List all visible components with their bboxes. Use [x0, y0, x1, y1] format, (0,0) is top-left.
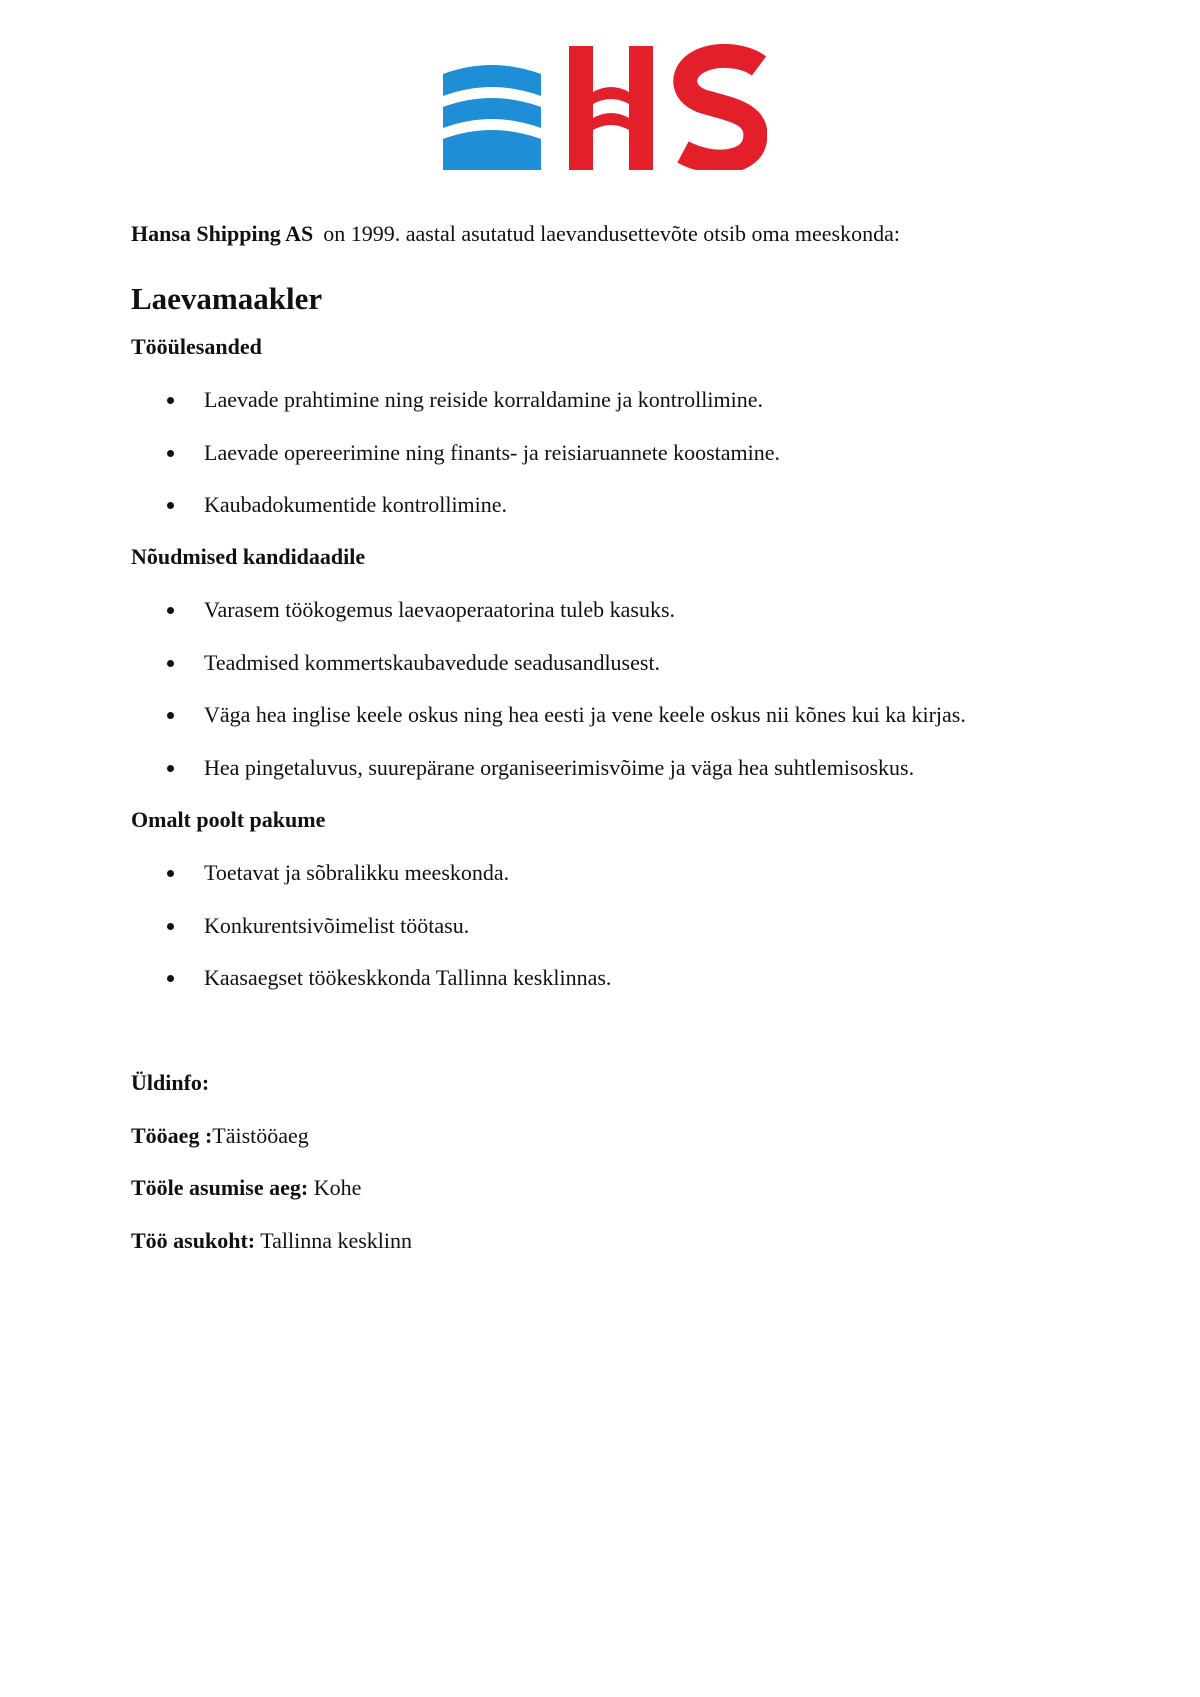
list-item: Hea pingetaluvus, suurepärane organiseerimisvõime ja väga hea suhtlemisoskus. — [131, 754, 966, 807]
bullet-icon — [167, 607, 174, 614]
section-heading-requirements: Nõudmised kandidaadile — [131, 544, 366, 569]
list-item: Varasem töökogemus laevaoperaatorina tuleb kasuks. — [131, 596, 966, 649]
bullet-icon — [167, 765, 174, 772]
list-item: Laevade prahtimine ning reiside korraldamine ja kontrollimine. — [131, 386, 780, 439]
info-label: Tööaeg : — [131, 1123, 213, 1148]
info-row-start-date — [131, 1174, 361, 1202]
list-item: Kaubadokumentide kontrollimine. — [131, 491, 780, 544]
general-info-heading: Üldinfo: — [131, 1070, 210, 1095]
tasks-list — [131, 386, 780, 544]
intro-text: on 1999. aastal asutatud laevandusettevõte otsib oma meeskonda: — [323, 221, 900, 246]
company-name: Hansa Shipping AS — [131, 221, 314, 246]
bullet-icon — [167, 712, 174, 719]
list-item: Toetavat ja sõbralikku meeskonda. — [131, 859, 611, 912]
list-item: Teadmised kommertskaubavedude seadusandlusest. — [131, 649, 966, 702]
info-label: Tööle asumise aeg: — [131, 1175, 309, 1200]
requirements-list — [131, 596, 966, 806]
list-item: Konkurentsivõimelist töötasu. — [131, 912, 611, 965]
bullet-icon — [167, 397, 174, 404]
list-item: Laevade opereerimine ning finants- ja reisiaruannete koostamine. — [131, 439, 780, 492]
bullet-icon — [167, 870, 174, 877]
info-row-location — [131, 1227, 412, 1255]
list-item: Kaasaegset töökeskkonda Tallinna kesklinnas. — [131, 964, 611, 1017]
section-heading-tasks: Tööülesanded — [131, 334, 262, 359]
info-value: Täistööaeg — [212, 1123, 309, 1148]
hansa-shipping-logo — [443, 44, 767, 170]
section-heading-offer: Omalt poolt pakume — [131, 807, 326, 832]
job-title: Laevamaakler — [131, 281, 323, 316]
intro-line — [131, 220, 900, 248]
info-value: Kohe — [308, 1175, 362, 1200]
list-item: Väga hea inglise keele oskus ning hea eesti ja vene keele oskus nii kõnes kui ka kirjas. — [131, 701, 966, 754]
bullet-icon — [167, 975, 174, 982]
info-row-working-time — [131, 1122, 309, 1150]
info-label: Töö asukoht: — [131, 1228, 256, 1253]
bullet-icon — [167, 450, 174, 457]
offer-list — [131, 859, 611, 1017]
bullet-icon — [167, 502, 174, 509]
bullet-icon — [167, 923, 174, 930]
info-value: Tallinna kesklinn — [255, 1228, 413, 1253]
bullet-icon — [167, 660, 174, 667]
